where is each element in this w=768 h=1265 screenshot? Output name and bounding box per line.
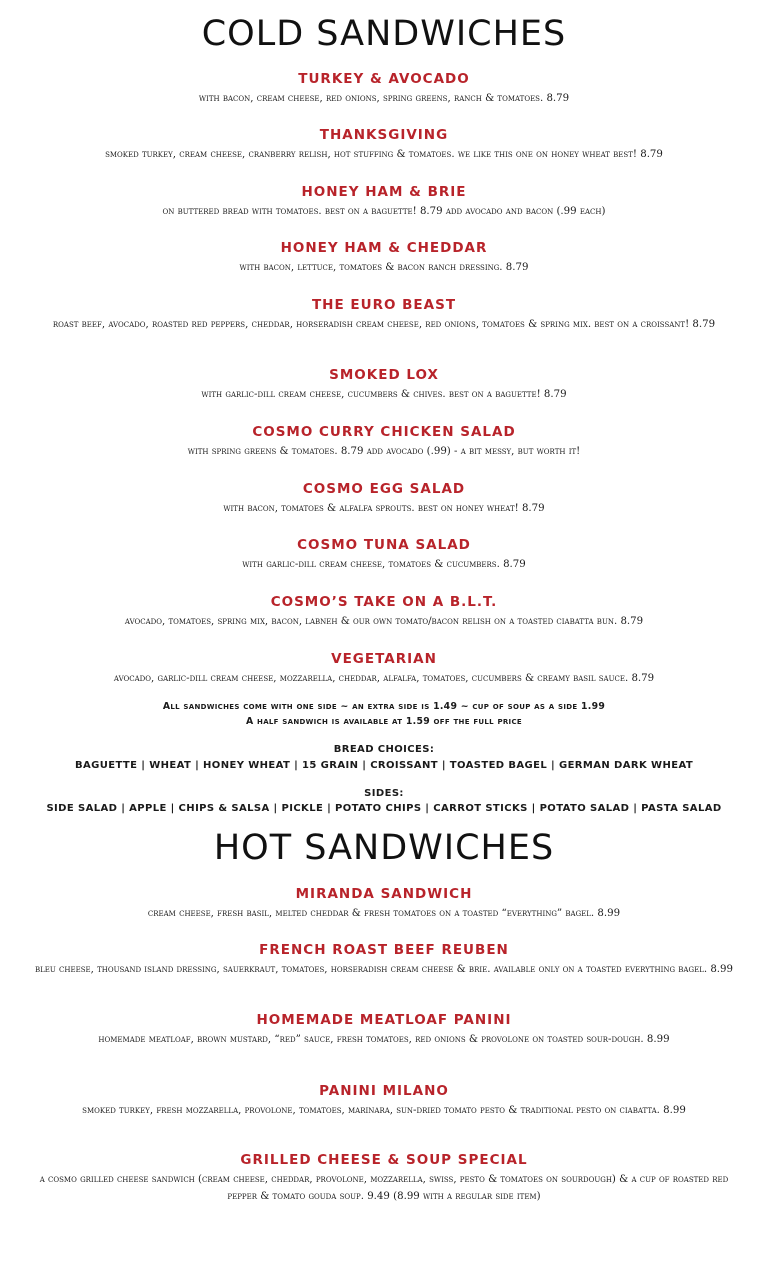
bread-choices-list: BAGUETTE | WHEAT | HONEY WHEAT | 15 GRAIN | CROISSANT | TOASTED BAGEL | GERMAN DARK WHEAT xyxy=(74,760,694,771)
item-description: with bacon, tomatoes & alfalfa sprouts. best on honey wheat! 8.79 xyxy=(223,503,545,514)
item-description: roast beef, avocado, roasted red peppers, cheddar, horseradish cream cheese, red onions, tomatoes & spring mix. best on a croissant! 8.79 xyxy=(52,319,716,330)
menu-item xyxy=(24,536,744,573)
item-description: a cosmo grilled cheese sandwich (cream cheese, cheddar, provolone, mozzarella, swiss, pesto & tomatoes on sourdough) & a cup of roasted red pepper & tomato gouda soup. 9.49 (8.99 with a regular side item) xyxy=(39,1174,729,1202)
item-name: MIRANDA SANDWICH xyxy=(295,886,473,902)
bread-choices-heading: BREAD CHOICES: xyxy=(333,744,435,755)
cold-sandwiches-title: COLD SANDWICHES xyxy=(201,14,567,54)
menu-item xyxy=(24,593,744,630)
item-description: homemade meatloaf, brown mustard, “red” sauce, fresh tomatoes, red onions & provolone on toasted sour-dough. 8.99 xyxy=(98,1034,670,1045)
item-name: SMOKED LOX xyxy=(329,367,439,383)
item-description: bleu cheese, thousand island dressing, sauerkraut, tomatoes, horseradish cream cheese & brie. available only on a toasted everything bagel. 8.99 xyxy=(34,964,734,975)
item-name: PANINI MILANO xyxy=(319,1083,449,1099)
item-name: COSMO TUNA SALAD xyxy=(297,537,471,553)
menu-item xyxy=(24,941,744,978)
item-description: with bacon, cream cheese, red onions, spring greens, ranch & tomatoes. 8.79 xyxy=(198,93,570,104)
sides-list: SIDE SALAD | APPLE | CHIPS & SALSA | PICKLE | POTATO CHIPS | CARROT STICKS | POTATO SALAD | PASTA SALAD xyxy=(46,803,722,814)
item-name: COSMO EGG SALAD xyxy=(302,481,466,497)
menu-item xyxy=(24,126,744,163)
sides-heading: SIDES: xyxy=(364,788,404,799)
item-name: THE EURO BEAST xyxy=(311,297,457,313)
item-name: FRENCH ROAST BEEF REUBEN xyxy=(259,942,509,958)
item-name: HOMEMADE MEATLOAF PANINI xyxy=(256,1012,512,1028)
item-description: smoked turkey, cream cheese, cranberry relish, hot stuffing & tomatoes. we like this one on honey wheat best! 8.79 xyxy=(105,149,663,160)
item-name: HONEY HAM & CHEDDAR xyxy=(280,240,488,256)
half-sandwich-note: A half sandwich is available at 1.59 off the full price xyxy=(246,716,522,727)
item-description: with garlic-dill cream cheese, tomatoes & cucumbers. 8.79 xyxy=(242,559,526,570)
hot-sandwiches-title: HOT SANDWICHES xyxy=(213,828,555,868)
menu-item xyxy=(24,296,744,333)
menu-item xyxy=(24,650,744,687)
item-description: avocado, garlic-dill cream cheese, mozzarella, cheddar, alfalfa, tomatoes, cucumbers & creamy basil sauce. 8.79 xyxy=(113,673,655,684)
menu-item xyxy=(24,480,744,517)
item-description: cream cheese, fresh basil, melted cheddar & fresh tomatoes on a toasted “everything” bagel. 8.99 xyxy=(147,908,621,919)
side-note: All sandwiches come with one side ~ an extra side is 1.49 ~ cup of soup as a side 1.99 xyxy=(162,701,606,712)
item-description: on buttered bread with tomatoes. best on a baguette! 8.79 add avocado and bacon (.99 each) xyxy=(162,206,606,217)
menu-item xyxy=(24,423,744,460)
item-name: HONEY HAM & BRIE xyxy=(301,184,467,200)
item-name: COSMO CURRY CHICKEN SALAD xyxy=(252,424,516,440)
menu-item xyxy=(24,239,744,276)
menu-item xyxy=(24,366,744,403)
item-description: with garlic-dill cream cheese, cucumbers & chives. best on a baguette! 8.79 xyxy=(201,389,567,400)
item-name: TURKEY & AVOCADO xyxy=(298,71,470,87)
menu-item xyxy=(24,885,744,922)
menu-item xyxy=(24,1011,744,1048)
menu-item xyxy=(24,70,744,107)
item-name: GRILLED CHEESE & SOUP SPECIAL xyxy=(240,1152,528,1168)
item-description: avocado, tomatoes, spring mix, bacon, labneh & our own tomato/bacon relish on a toasted ciabatta bun. 8.79 xyxy=(124,616,644,627)
menu-item xyxy=(24,1151,744,1205)
item-name: VEGETARIAN xyxy=(331,651,437,667)
item-description: with bacon, lettuce, tomatoes & bacon ranch dressing. 8.79 xyxy=(239,262,529,273)
item-name: THANKSGIVING xyxy=(319,127,449,143)
menu-item xyxy=(24,183,744,220)
item-name: COSMO’S TAKE ON A B.L.T. xyxy=(270,594,498,610)
menu-item xyxy=(24,1082,744,1119)
item-description: with spring greens & tomatoes. 8.79 add avocado (.99) - a bit messy, but worth it! xyxy=(187,446,581,457)
item-description: smoked turkey, fresh mozzarella, provolone, tomatoes, marinara, sun-dried tomato pesto & traditional pesto on ciabatta. 8.99 xyxy=(82,1105,686,1116)
